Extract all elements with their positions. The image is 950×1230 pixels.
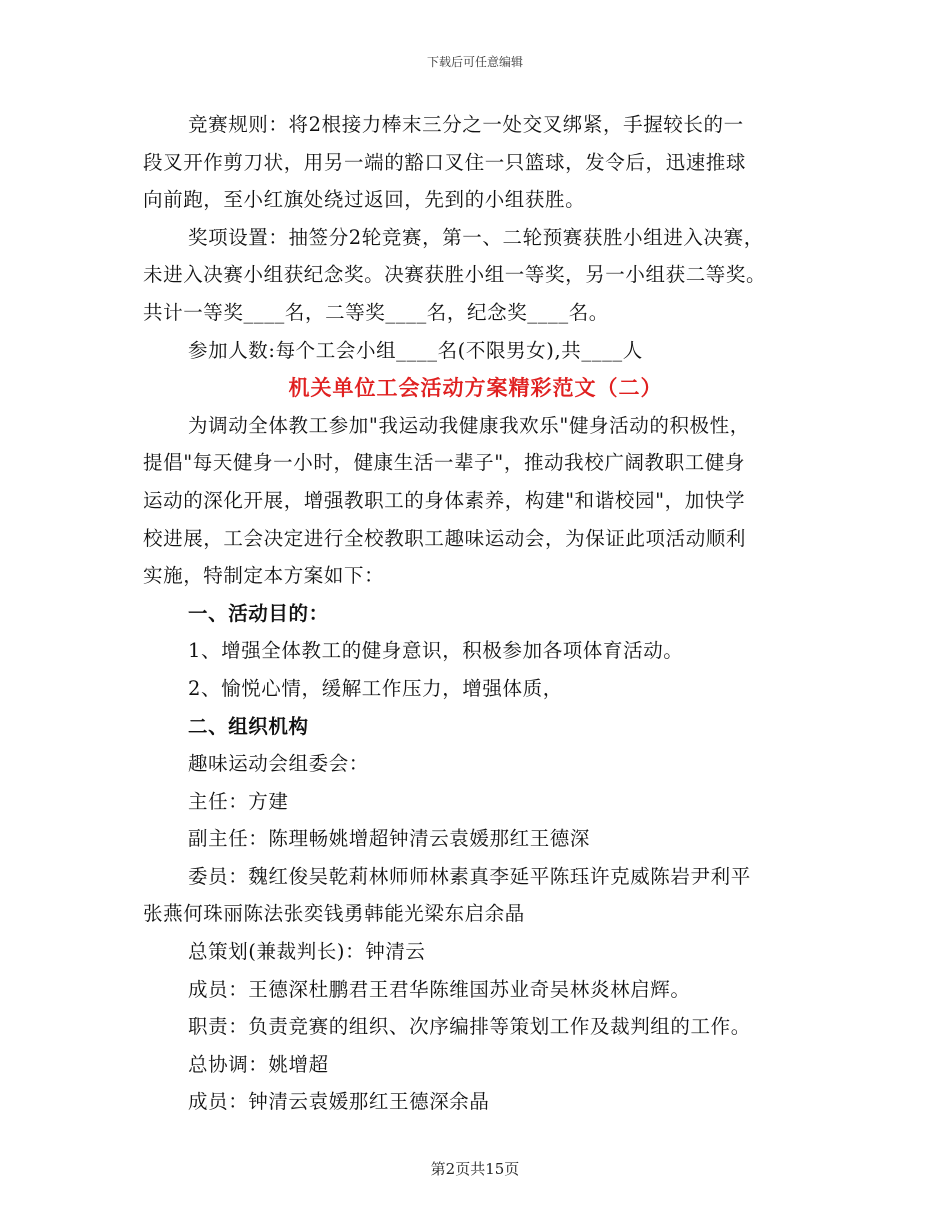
coordinator-members-line: 成员：钟清云袁媛那红王德深余晶 (188, 1090, 490, 1114)
text-line: 参加人数:每个工会小组____名(不限男女),共____人 (188, 338, 643, 362)
director-line: 主任：方建 (188, 789, 289, 813)
list-item: 1、增强全体教工的健身意识，积极参加各项体育活动。 (188, 639, 684, 663)
committee-label: 趣味运动会组委会： (188, 752, 369, 776)
paragraph-awards (143, 219, 808, 332)
planner-members-line: 成员：王德深杜鹏君王君华陈维国苏业奇吴林炎林启辉。 (188, 977, 691, 1001)
text-line: 提倡"每天健身一小时，健康生活一辈子"，推动我校广阔教职工健身 (143, 451, 746, 475)
paragraph-competition-rules (143, 106, 808, 219)
text-line: 实施，特制定本方案如下： (143, 564, 385, 588)
heading-activity-purpose: 一、活动目的： (188, 601, 329, 625)
coordinator-line: 总协调：姚增超 (188, 1052, 329, 1076)
page-header: 下载后可任意编辑 (426, 55, 523, 69)
section-title: 机关单位工会活动方案精彩范文（二） (288, 375, 663, 401)
planner-line: 总策划(兼裁判长)：钟清云 (188, 940, 426, 964)
text-line: 共计一等奖____名，二等奖____名，纪念奖____名。 (143, 300, 609, 324)
text-line: 竞赛规则：将2根接力棒末三分之一处交叉绑紧，手握较长的一 (188, 113, 744, 136)
list-item: 2、愉悦心情，缓解工作压力，增强体质， (188, 676, 563, 700)
document-body (143, 106, 808, 1121)
heading-organization: 二、组织机构 (188, 714, 309, 738)
text-line: 校进展，工会决定进行全校教职工趣味运动会，为保证此项活动顺利 (143, 526, 747, 550)
vice-director-line: 副主任：陈理畅姚增超钟清云袁媛那红王德深 (188, 827, 591, 851)
committee-members-line: 委员：魏红俊吴乾莉林师师林素真李延平陈珏许克威陈岩尹利平 (188, 864, 751, 888)
text-line: 运动的深化开展，增强教职工的身体素养，构建"和谐校园"，加快学 (143, 488, 746, 512)
planner-duty-line: 职责：负责竞赛的组织、次序编排等策划工作及裁判组的工作。 (188, 1015, 751, 1039)
paragraph-participants (143, 332, 808, 370)
page-number: 第2页共15页 (430, 1160, 520, 1178)
committee-members-line: 张燕何珠丽陈法张奕钱勇韩能光梁东启余晶 (143, 902, 525, 926)
text-line: 奖项设置：抽签分2轮竞赛，第一、二轮预赛获胜小组进入决赛， (188, 225, 764, 249)
paragraph-introduction (143, 407, 808, 595)
text-line: 为调动全体教工参加"我运动我健康我欢乐"健身活动的积极性， (188, 413, 750, 437)
text-line: 向前跑，至小红旗处绕过返回，先到的小组获胜。 (143, 188, 586, 212)
text-line: 未进入决赛小组获纪念奖。决赛获胜小组一等奖，另一小组获二等奖。 (143, 263, 767, 287)
text-line: 段叉开作剪刀状，用另一端的豁口叉住一只篮球，发令后，迅速推球 (143, 150, 747, 174)
